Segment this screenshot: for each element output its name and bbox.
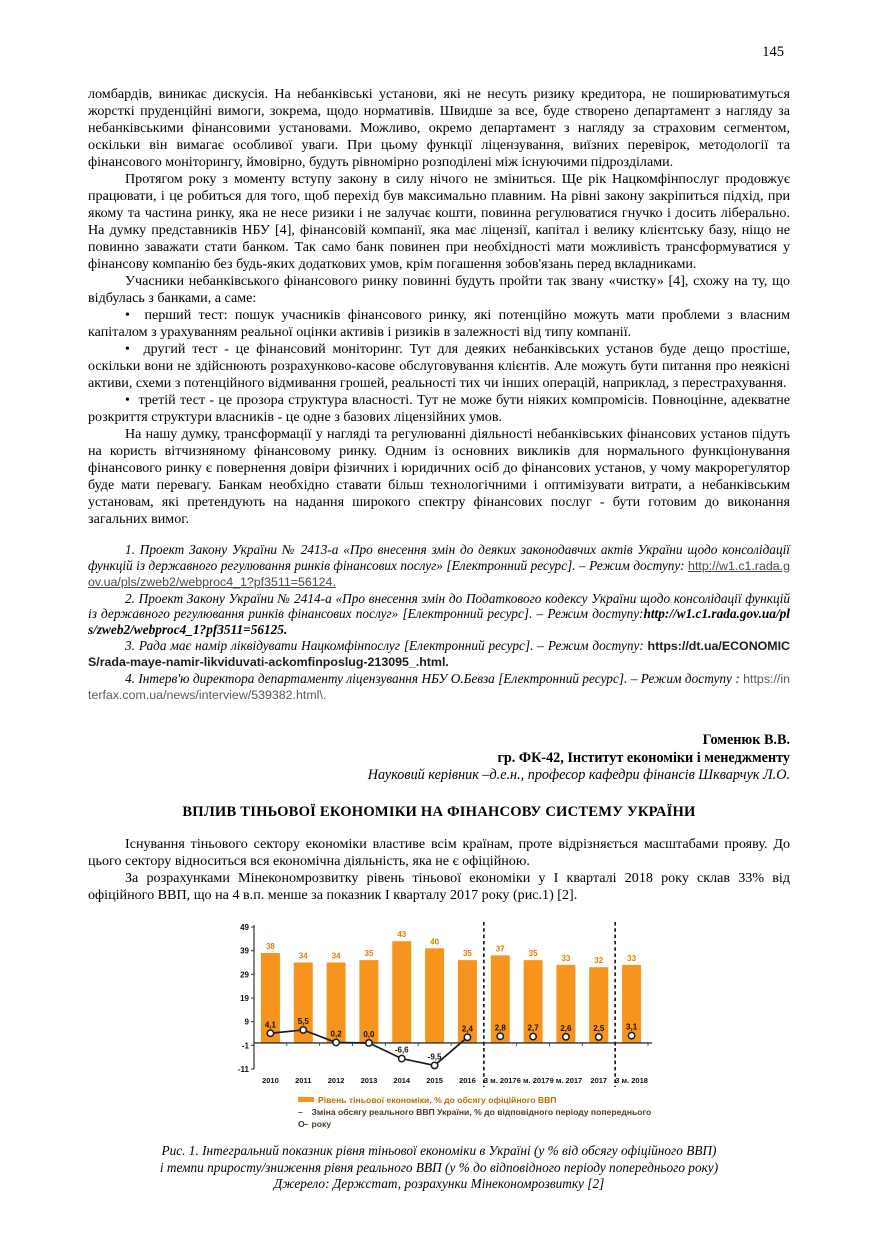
figure-caption (88, 1143, 790, 1193)
reference-link[interactable]: http://w1.c1.rada.gov.ua/pls/zweb2/webproc4_1?pf3511=56125. (88, 606, 790, 637)
svg-text:43: 43 (397, 929, 407, 939)
legend-label: Зміна обсягу реального ВВП України, % до відповідного періоду попереднього року (311, 1106, 652, 1129)
svg-text:2012: 2012 (327, 1075, 345, 1085)
svg-text:-11: -11 (237, 1064, 249, 1074)
bullet-item: • перший тест: пошук учасників фінансового ринку, які потенційно можуть мати проблеми з власним капіталом з урахуванням реальної оцінки активів і ризиків в залежності від типу компанії. (88, 307, 790, 341)
article-title: ВПЛИВ ТІНЬОВОЇ ЕКОНОМІКИ НА ФІНАНСОВУ СИСТЕМУ УКРАЇНИ (182, 803, 696, 820)
svg-text:2,5: 2,5 (593, 1023, 605, 1033)
svg-text:2015: 2015 (426, 1075, 443, 1085)
paragraph: ломбардів, виникає дискусія. На небанківські установи, які не несуть ризику кредитора, не поширюватимуться жорсткі пруденційні вимоги, зокрема, щодо нормативів. Швидше за все, буде створено департамент з нагляду за небанківськими фінансовими установами. Можливо, окремо департамент з нагляду за страховим сегментом, оскільки він вимагає особливої уваги. При цьому функції ліцензування, виїзних перевірок, методології та фінансового моніторингу, ймовірно, будуть рівномірно розподілені між існуючими підрозділами. (88, 86, 790, 170)
caption-line: Рис. 1. Інтегральний показник рівня тіньової економіки в Україні (у % від обсягу офіційного ВВП) (161, 1142, 717, 1158)
shadow-economy-chart (88, 919, 790, 1093)
svg-text:34: 34 (298, 951, 308, 961)
svg-text:32: 32 (594, 955, 604, 965)
reference-text: 4. Інтерв'ю директора департаменту ліцензування НБУ О.Бевза [Електронний ресурс]. – Режим доступу : (125, 670, 744, 686)
svg-text:3 м. 2017: 3 м. 2017 (483, 1075, 517, 1085)
paragraph: Протягом року з моменту вступу закону в силу нічого не зміниться. Ще рік Нацкомфінпослуг продовжує працювати, і це робиться для того, щоб перехід був максимально плавним. На рівні закону закріпиться підхід, при якому та частина ринку, яка не несе ризики і не залучає кошти, повинна регулюватися гнучко і досить ліберально. На думку представників НБУ [4], фінансовій компанії, яка має ліцензії, капітал і велику клієнтську базу, ніщо не повинно заважати стати банком. Так само банк повинен при необхідності мати можливість трансформуватися у фінансову компанію без будь-яких додаткових умов, крім погашення зобов'язань перед вкладниками. (88, 171, 790, 272)
legend-entry-line (298, 1106, 654, 1130)
figure-1 (88, 919, 790, 1193)
svg-text:0,0: 0,0 (363, 1029, 375, 1039)
bullet-item: • другий тест - це фінансовий моніторинг. Тут для деяких небанківських установ буде дещо простіше, оскільки вони не здійснюють розрахунково-касове обслуговування клієнтів. Але можуть бути питання про неякісні активи, схеми з потенційного відмивання грошей, реальності тих чи інших операцій, наприклад, з перестрахування. (88, 341, 790, 392)
legend-label: Рівень тіньової економіки, % до обсягу офіційного ВВП (318, 1094, 557, 1105)
reference-item (88, 591, 790, 638)
svg-text:3 м. 2018: 3 м. 2018 (615, 1075, 648, 1085)
svg-text:-9,5: -9,5 (427, 1052, 442, 1062)
reference-text: 2. Проект Закону України № 2414-а «Про внесення змін до Податкового кодексу України щодо консолідації функцій із державного регулювання ринків фінансових послуг» [Електронний ресурс]. – Режим доступу: (88, 590, 790, 622)
bullet-list (88, 307, 790, 426)
svg-text:2017: 2017 (590, 1075, 608, 1085)
reference-link[interactable]: https://interfax.com.ua/news/interview/539382.html\. (88, 671, 790, 703)
svg-text:2013: 2013 (360, 1075, 378, 1085)
reference-text: 3. Рада має намір ліквідувати Нацкомфінпослуг [Електронний ресурс]. – Режим доступу: (125, 637, 648, 653)
svg-text:29: 29 (240, 970, 249, 980)
svg-text:38: 38 (265, 941, 275, 951)
legend-entry-bar (298, 1094, 654, 1106)
svg-text:35: 35 (462, 948, 472, 958)
svg-text:3,1: 3,1 (626, 1022, 638, 1032)
svg-text:33: 33 (561, 953, 571, 963)
svg-text:35: 35 (528, 948, 538, 958)
chart-legend (224, 1094, 654, 1130)
svg-text:-6,6: -6,6 (394, 1045, 409, 1055)
supervisor-line: Науковий керівник –д.е.н., професор кафедри фінансів Шкварчук Л.О. (367, 767, 790, 784)
svg-text:4,1: 4,1 (264, 1019, 276, 1029)
paragraph: Учасники небанківського фінансового ринку повинні будуть пройти так звану «чистку» [4], схожу на ту, що відбулась з банками, а саме: (88, 273, 790, 306)
page-number: 145 (762, 44, 784, 60)
svg-text:6 м. 2017: 6 м. 2017 (516, 1075, 550, 1085)
svg-text:2,8: 2,8 (494, 1023, 506, 1033)
reference-item (88, 542, 790, 591)
svg-text:39: 39 (240, 946, 249, 956)
svg-text:2014: 2014 (393, 1075, 411, 1085)
svg-text:40: 40 (430, 937, 440, 947)
author-name: Гоменюк В.В. (702, 731, 790, 748)
svg-text:0,2: 0,2 (330, 1029, 342, 1039)
svg-text:2010: 2010 (262, 1075, 279, 1085)
author-block (88, 732, 790, 785)
reference-link[interactable]: http://w1.c1.rada.gov.ua/pls/zweb2/webproc4_1?pf3511=56124. (88, 558, 790, 590)
paragraph: На нашу думку, трансформації у нагляді та регулюванні діяльності небанківських фінансових установ підуть на користь вітчизняному фінансовому ринку. Одним із основних викликів для нормального функціонування фінансового ринку є повернення довіри фізичних і юридичних осіб до фінансових установ, у чому макрорегулятор буде мати перевагу. Банкам необхідно ставати більш технологічними і оптимізувати витрати, а небанківським установам, які претендують на надання широкого спектру фінансових послуг - бути готовим до виконання загальних вимог. (88, 426, 790, 527)
svg-text:35: 35 (364, 948, 374, 958)
paragraph: Існування тіньового сектору економіки властиве всім країнам, проте відрізняється масштабами прояву. До цього сектору відноситься вся економічна діяльність, яка не є офіційною. (88, 835, 790, 869)
caption-line: і темпи приросту/зниження рівня реального ВВП (у % до відповідного періоду попереднього року) (159, 1159, 719, 1175)
svg-text:49: 49 (240, 922, 249, 932)
svg-text:2,4: 2,4 (461, 1024, 473, 1034)
reference-text: 1. Проект Закону України № 2413-а «Про внесення змін до деяких законодавчих актів України щодо консолідації функцій із державного регулювання ринків фінансових послуг» [Електронний ресурс]. – Режим доступу: (88, 542, 790, 573)
svg-text:37: 37 (495, 944, 505, 954)
reference-link[interactable]: https://dt.ua/ECONOMICS/rada-maye-namir-likviduvati-ackomfinposlug-213095_.html. (88, 638, 790, 670)
svg-text:2016: 2016 (459, 1075, 476, 1085)
svg-text:2,7: 2,7 (527, 1023, 539, 1033)
svg-text:34: 34 (331, 951, 341, 961)
svg-text:2,6: 2,6 (560, 1023, 572, 1033)
svg-text:5,5: 5,5 (297, 1016, 309, 1026)
bar-swatch-icon (298, 1097, 314, 1102)
author-affiliation: гр. ФК-42, Інститут економіки і менеджменту (497, 749, 790, 766)
svg-text:9 м. 2017: 9 м. 2017 (549, 1075, 583, 1085)
paragraph: За розрахунками Мінекономрозвитку рівень тіньової економіки у І кварталі 2018 року склав 33% від офіційного ВВП, що на 4 в.п. менше за показник І кварталу 2017 року (рис.1) [2]. (88, 869, 790, 903)
references-list (88, 542, 790, 704)
line-marker-icon: –О– (298, 1106, 308, 1129)
svg-text:9: 9 (244, 1017, 249, 1027)
reference-item (88, 671, 790, 704)
svg-text:19: 19 (240, 993, 249, 1003)
bullet-item: • третій тест - це прозора структура власності. Тут не може бути ніяких компромісів. Повноцінне, адекватне розкриття структури власників - це одне з базових ліцензійних умов. (88, 392, 790, 426)
svg-text:-1: -1 (241, 1041, 249, 1051)
svg-text:33: 33 (627, 953, 637, 963)
reference-item (88, 638, 790, 671)
svg-text:2011: 2011 (295, 1075, 312, 1085)
caption-source: Джерело: Держстат, розрахунки Мінекономрозвитку [2] (273, 1176, 605, 1192)
